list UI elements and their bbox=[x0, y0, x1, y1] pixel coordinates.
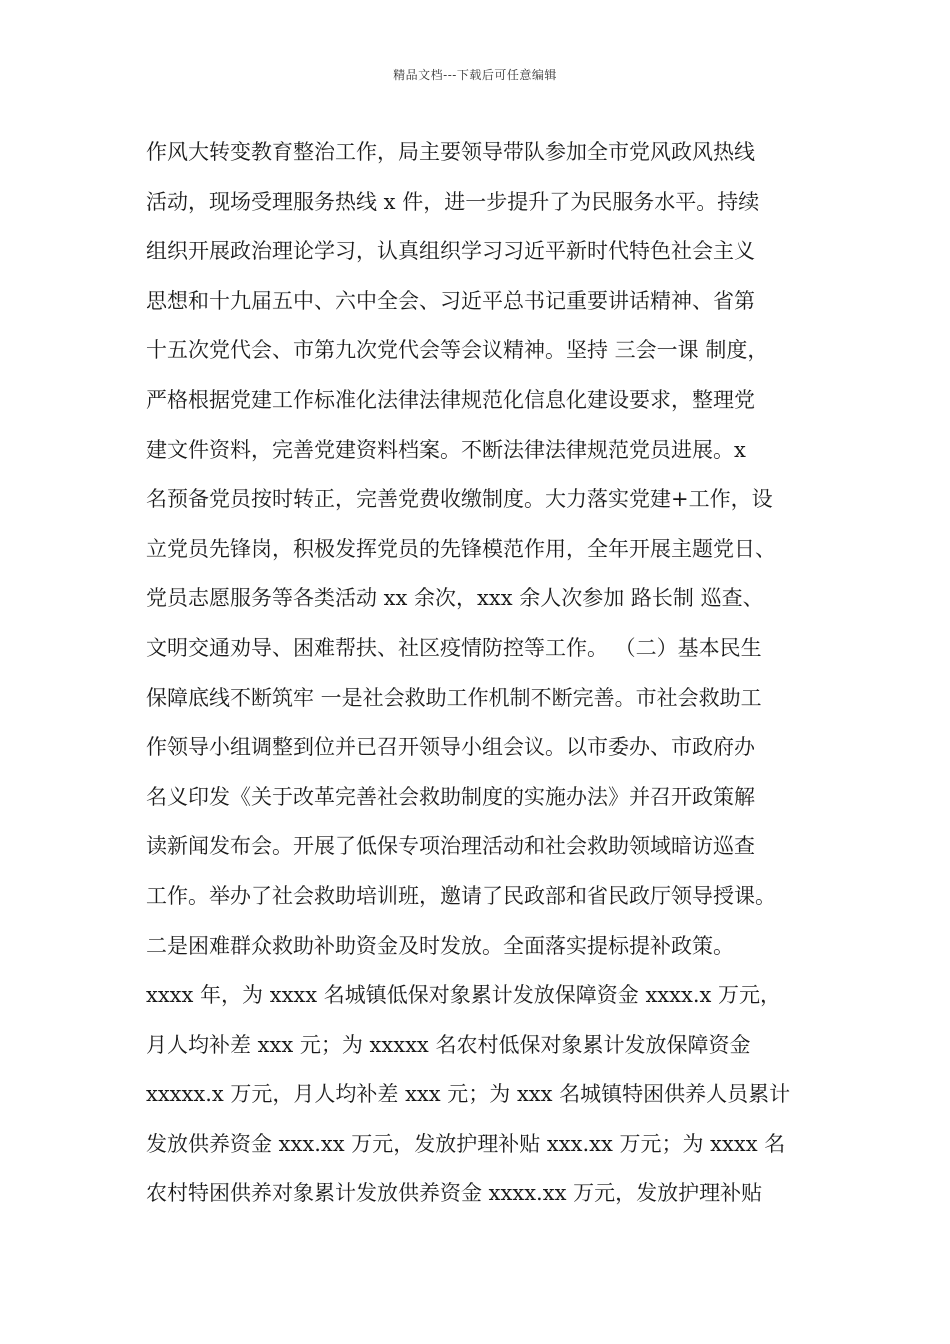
text-line: 活动，现场受理服务热线 x 件，进一步提升了为民服务水平。持续 bbox=[146, 189, 760, 214]
text-line: 作风大转变教育整治工作，局主要领导带队参加全市党风政风热线 bbox=[146, 140, 755, 164]
text-line: 读新闻发布会。开展了低保专项治理活动和社会救助领域暗访巡查 bbox=[146, 834, 755, 859]
text-line: 保障底线不断筑牢 一是社会救助工作机制不断完善。市社会救助工 bbox=[146, 685, 762, 710]
text-line: 名义印发《关于改革完善社会救助制度的实施办法》并召开政策解 bbox=[146, 784, 755, 809]
body-text bbox=[146, 128, 822, 1219]
text-line: 月人均补差 xxx 元；为 xxxxx 名农村低保对象累计发放保障资金 bbox=[146, 1032, 751, 1057]
text-line: 建文件资料，完善党建资料档案。不断法律法律规范党员进展。x bbox=[146, 437, 746, 462]
text-line: 发放供养资金 xxx.xx 万元，发放护理补贴 xxx.xx 万元；为 xxxx 名 bbox=[146, 1131, 786, 1156]
text-line: 工作。举办了社会救助培训班，邀请了民政部和省民政厅领导授课。 bbox=[146, 883, 776, 908]
text-line: 文明交通劝导、困难帮扶、社区疫情防控等工作。 （二）基本民生 bbox=[146, 635, 762, 660]
text-line: xxxx 年，为 xxxx 名城镇低保对象累计发放保障资金 xxxx.x 万元， bbox=[146, 983, 782, 1008]
text-line: 党员志愿服务等各类活动 xx 余次，xxx 余人次参加 路长制 巡查、 bbox=[146, 586, 764, 611]
text-line: xxxxx.x 万元，月人均补差 xxx 元；为 xxx 名城镇特困供养人员累计 bbox=[146, 1082, 791, 1107]
text-line: 农村特困供养对象累计发放供养资金 xxxx.xx 万元，发放护理补贴 bbox=[146, 1181, 763, 1206]
text-line: 立党员先锋岗，积极发挥党员的先锋模范作用，全年开展主题党日、 bbox=[146, 536, 776, 561]
text-line: 思想和十九届五中、六中全会、习近平总书记重要讲话精神、省第 bbox=[146, 288, 755, 313]
text-line: 组织开展政治理论学习，认真组织学习习近平新时代特色社会主义 bbox=[146, 239, 755, 264]
text-line: 十五次党代会、市第九次党代会等会议精神。坚持 三会一课 制度， bbox=[146, 338, 769, 363]
text-line: 严格根据党建工作标准化法律法律规范化信息化建设要求，整理党 bbox=[146, 387, 755, 412]
text-line: 名预备党员按时转正，完善党费收缴制度。大力落实党建+工作，设 bbox=[146, 487, 773, 512]
text-line: 二是困难群众救助补助资金及时发放。全面落实提标提补政策。 bbox=[146, 933, 734, 958]
page-header: 精品文档---下载后可任意编辑 bbox=[393, 68, 557, 82]
text-line: 作领导小组调整到位并已召开领导小组会议。以市委办、市政府办 bbox=[146, 735, 755, 760]
